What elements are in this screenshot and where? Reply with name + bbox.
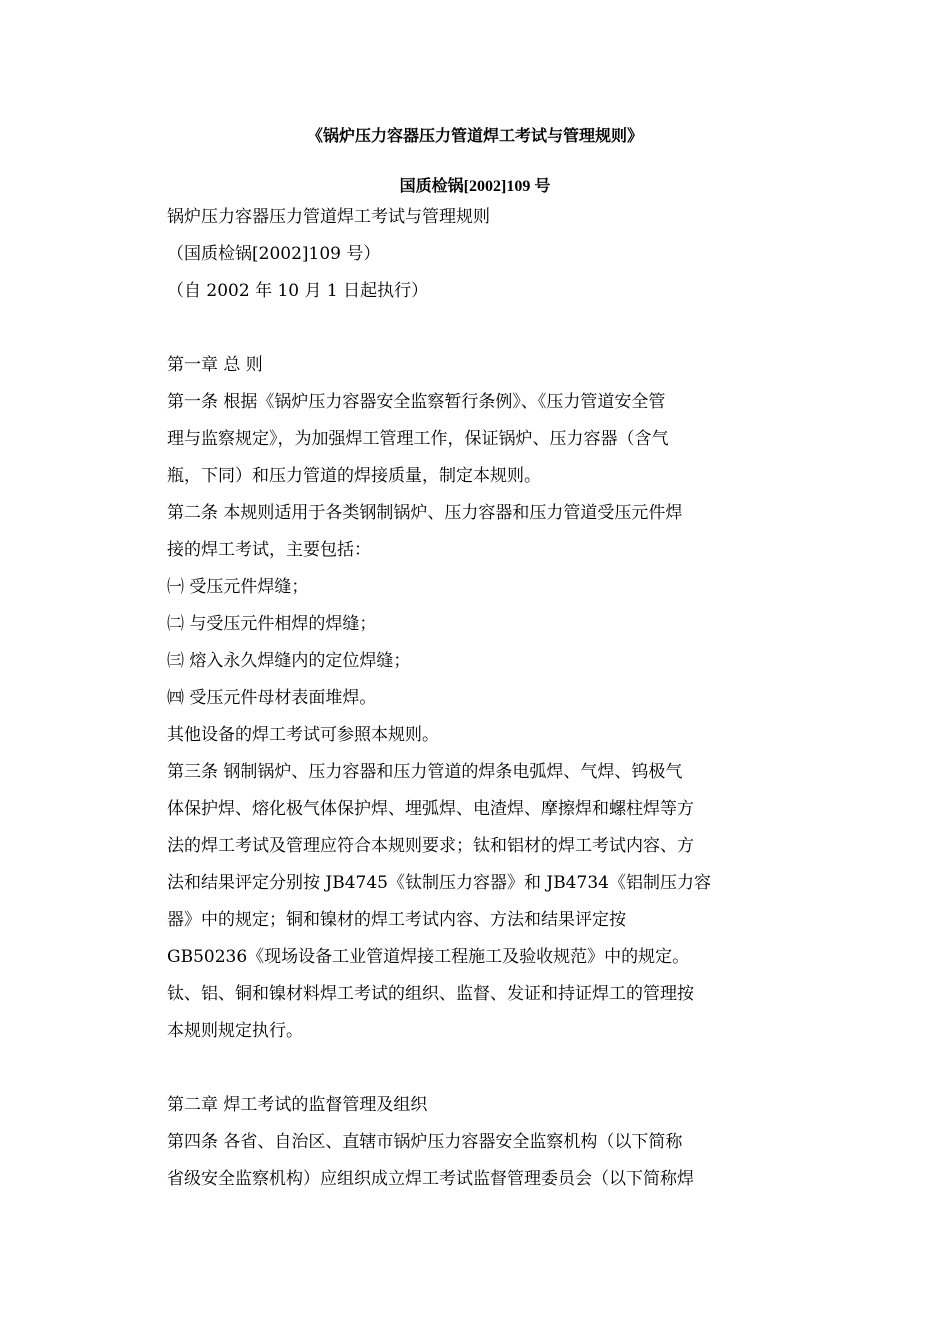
text-line: 法和结果评定分别按 JB4745《钛制压力容器》和 JB4734《铝制压力容	[167, 873, 711, 893]
document-body	[167, 199, 772, 1198]
text-line: 接的焊工考试，主要包括：	[167, 540, 371, 560]
document-number: 国质检锅[2002]109 号	[399, 178, 551, 195]
text-line: 第四条 各省、自治区、直辖市锅炉压力容器安全监察机构（以下简称	[167, 1132, 683, 1152]
text-line: 本规则规定执行。	[167, 1021, 303, 1041]
text-line: ㈣ 受压元件母材表面堆焊。	[167, 688, 377, 708]
text-line: 第一条 根据《锅炉压力容器安全监察暂行条例》、《压力管道安全管	[167, 392, 666, 412]
text-line: （国质检锅[2002]109 号）	[167, 244, 381, 264]
text-line: ㈢ 熔入永久焊缝内的定位焊缝；	[167, 651, 411, 671]
text-line: （自 2002 年 10 月 1 日起执行）	[167, 281, 429, 301]
text-line: 省级安全监察机构）应组织成立焊工考试监督管理委员会（以下简称焊	[167, 1169, 694, 1189]
text-line: 器》中的规定；铜和镍材的焊工考试内容、方法和结果评定按	[167, 910, 626, 930]
text-line: 钛、铝、铜和镍材料焊工考试的组织、监督、发证和持证焊工的管理按	[167, 984, 694, 1004]
text-line: 理与监察规定》，为加强焊工管理工作，保证锅炉、压力容器（含气	[167, 429, 669, 449]
text-line: 瓶，下同）和压力管道的焊接质量，制定本规则。	[167, 466, 541, 486]
text-line: 第二章 焊工考试的监督管理及组织	[167, 1095, 428, 1115]
text-line: 体保护焊、熔化极气体保护焊、埋弧焊、电渣焊、摩擦焊和螺柱焊等方	[167, 799, 694, 819]
document-title: 《锅炉压力容器压力管道焊工考试与管理规则》	[306, 128, 643, 145]
text-line: GB50236《现场设备工业管道焊接工程施工及验收规范》中的规定。	[167, 947, 690, 967]
text-line: 第二条 本规则适用于各类钢制锅炉、压力容器和压力管道受压元件焊	[167, 503, 683, 523]
text-line: 第一章 总 则	[167, 355, 263, 375]
text-line: 锅炉压力容器压力管道焊工考试与管理规则	[167, 207, 490, 227]
text-line: ㈠ 受压元件焊缝；	[167, 577, 309, 597]
text-line: 法的焊工考试及管理应符合本规则要求；钛和铝材的焊工考试内容、方	[167, 836, 694, 856]
blank-line	[167, 310, 772, 347]
blank-line	[167, 1050, 772, 1087]
text-line: ㈡ 与受压元件相焊的焊缝；	[167, 614, 377, 634]
text-line: 第三条 钢制锅炉、压力容器和压力管道的焊条电弧焊、气焊、钨极气	[167, 762, 683, 782]
text-line: 其他设备的焊工考试可参照本规则。	[167, 725, 439, 745]
